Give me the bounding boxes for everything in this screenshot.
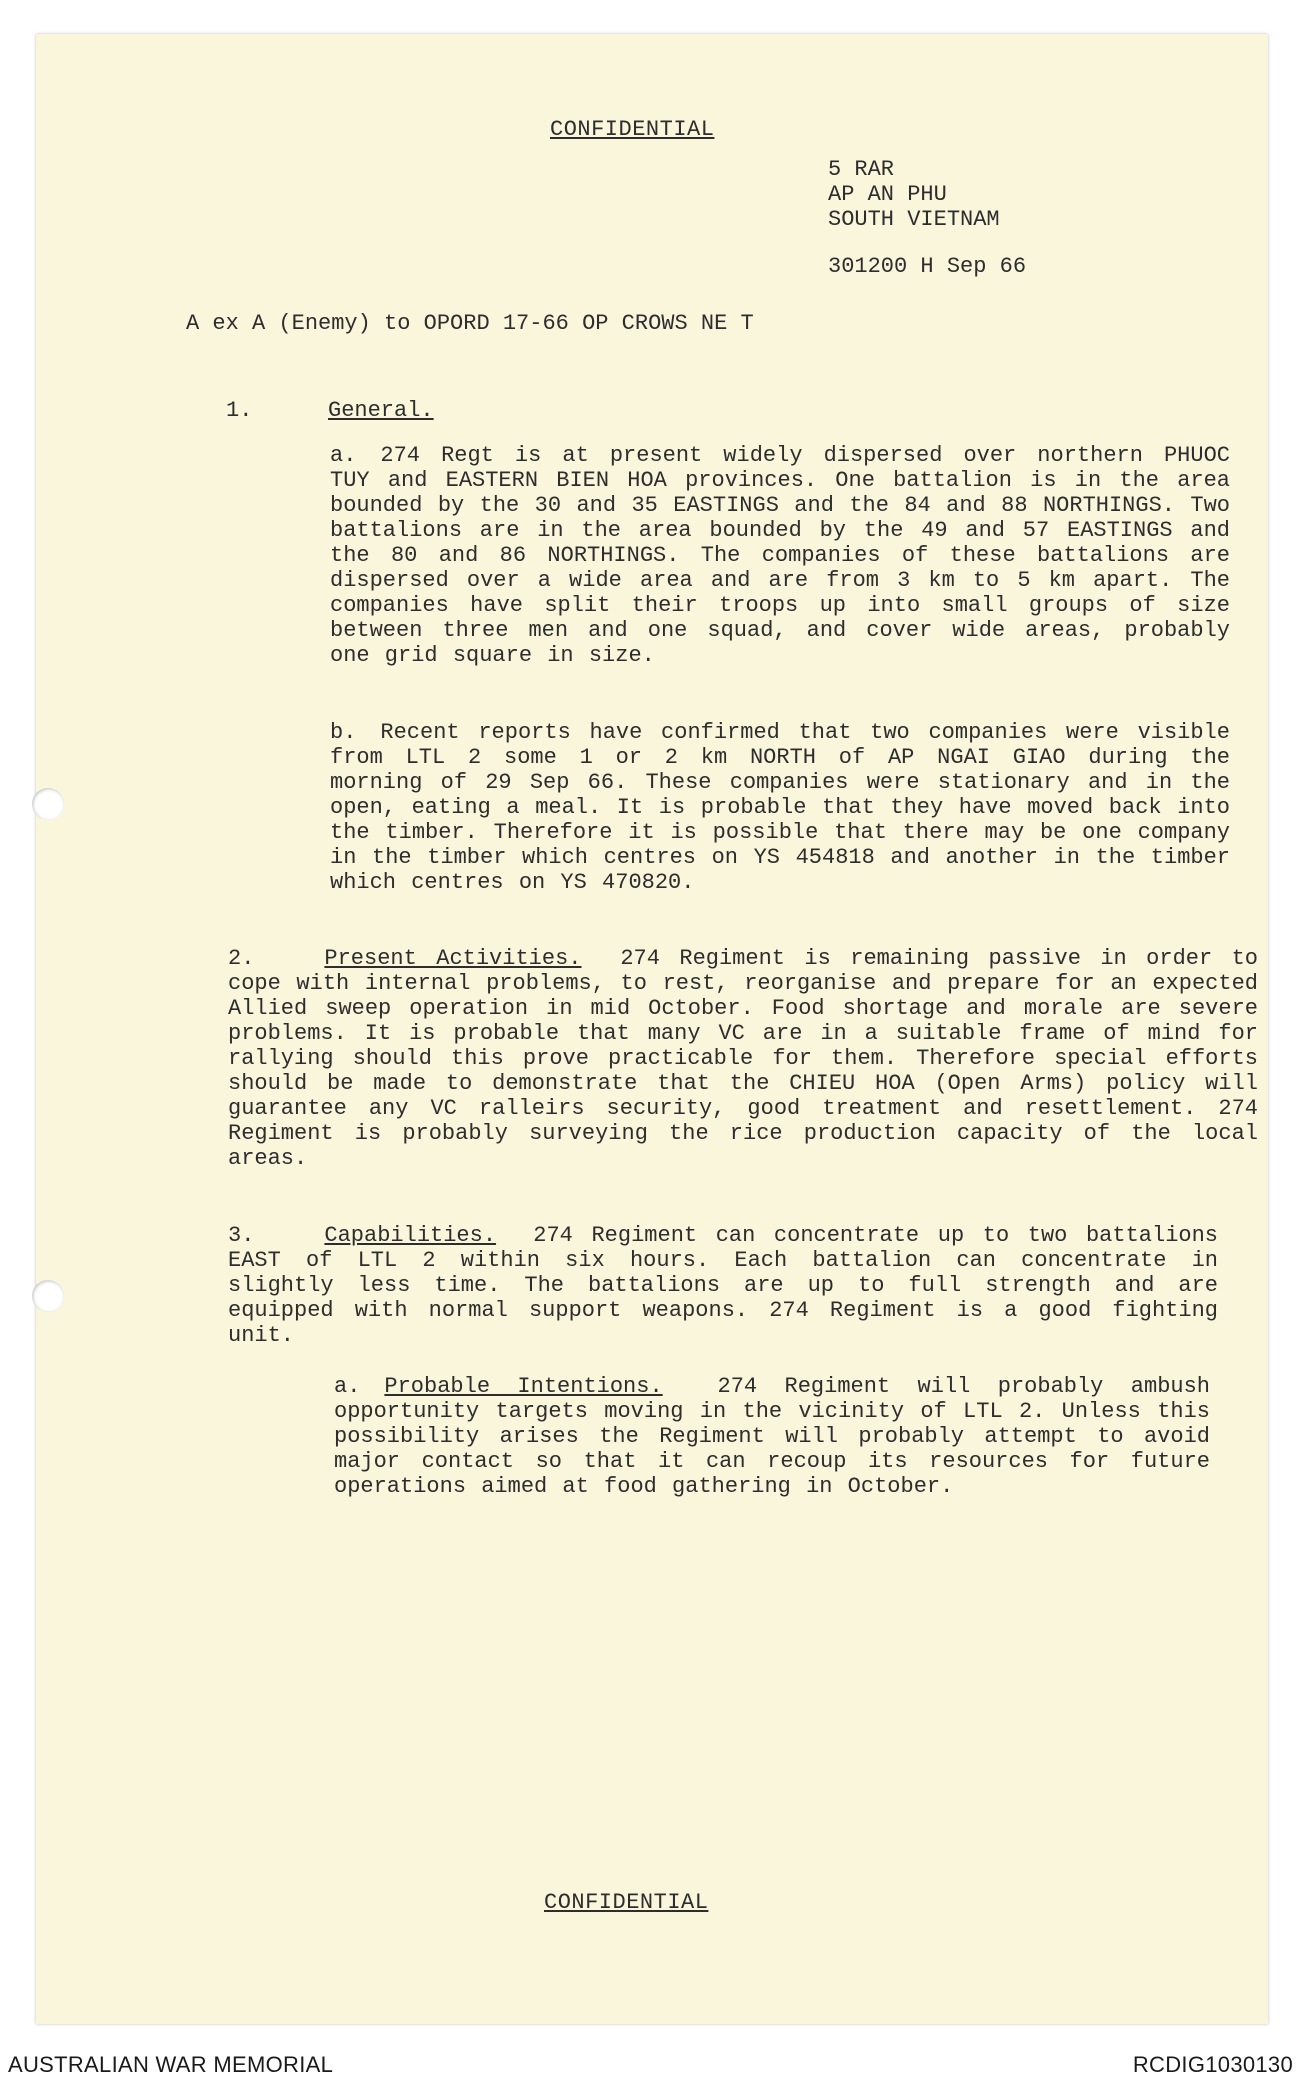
section-3a-text: 274 Regiment will probably ambush opportunity targets moving in the vicinity of LTL 2. Unless this possibility arises the Regiment will probably attempt to avoid major contact so that it can recoup its resources for future operations aimed at food gathering in October.: [334, 1374, 1211, 1499]
section-1b-text: Recent reports have confirmed that two companies were visible from LTL 2 some 1 or 2 km NORTH of AP NGAI GIAO during the morning of 29 Sep 66. These companies were stationary and in the open, eating a meal. It is probable that they have moved back into the timber. Therefore it is possible that there may be one company in the timber which centres on YS 454818 and another in the timber which centres on YS 470820.: [330, 720, 1230, 895]
section-1-heading: General.: [328, 398, 434, 423]
address-location: AP AN PHU: [828, 182, 947, 207]
classification-top: CONFIDENTIAL: [550, 117, 715, 142]
section-3a-paragraph: [334, 1374, 1210, 1499]
section-1a-text: 274 Regt is at present widely dispersed over northern PHUOC TUY and EASTERN BIEN HOA provinces. One battalion is in the area bounded by the 30 and 35 EASTINGS and the 84 and 88 NORTHINGS. Two battalions are in the area bounded by the 49 and 57 EASTINGS and the 80 and 86 NORTHINGS. The companies of these battalions are dispersed over a wide area and are from 3 km to 5 km apart. The companies have split their troops up into small groups of size between three men and one squad, and cover wide areas, probably one grid square in size.: [330, 443, 1230, 668]
section-3-heading: Capabilities.: [324, 1223, 497, 1248]
section-1-number: 1.: [226, 398, 253, 423]
footer-record-id: RCDIG1030130: [1132, 2052, 1293, 2077]
section-2-text: 274 Regiment is remaining passive in order to cope with internal problems, to rest, reorganise and prepare for an expected Allied sweep operation in mid October. Food shortage and morale are severe problems. It is probable that many VC are in a suitable frame of mind for rallying should this prove practicable for them. Therefore special efforts should be made to demonstrate that the CHIEU HOA (Open Arms) policy will guarantee any VC ralleirs security, good treatment and resettlement. 274 Regiment is probably surveying the rice production capacity of the local areas.: [228, 946, 1259, 1171]
section-3-number: 3.: [228, 1223, 255, 1248]
section-2-heading: Present Activities.: [324, 946, 582, 971]
section-1a-paragraph: [330, 443, 1230, 668]
address-country: SOUTH VIETNAM: [828, 207, 1000, 232]
section-3-text: 274 Regiment can concentrate up to two battalions EAST of LTL 2 within six hours. Each battalion can concentrate in slightly less time. The battalions are up to full strength and are equipped with normal support weapons. 274 Regiment is a good fighting unit.: [228, 1223, 1219, 1348]
address-block: [828, 157, 1000, 232]
section-2-paragraph: [228, 946, 1258, 1171]
address-unit: 5 RAR: [828, 157, 895, 182]
document-title: A ex A (Enemy) to OPORD 17-66 OP CROWS NE T: [186, 311, 754, 336]
punch-hole: [32, 1280, 64, 1312]
classification-bottom: CONFIDENTIAL: [544, 1890, 709, 1915]
section-2-number: 2.: [228, 946, 255, 971]
section-1b-label: b.: [330, 720, 357, 745]
punch-hole: [32, 788, 64, 820]
section-1a-label: a.: [330, 443, 357, 468]
section-3a-heading: Probable Intentions.: [384, 1374, 663, 1399]
section-1b-paragraph: [330, 720, 1230, 895]
footer-archive-name: AUSTRALIAN WAR MEMORIAL: [8, 2052, 334, 2077]
date-time-group: 301200 H Sep 66: [828, 254, 1027, 279]
section-3-paragraph: [228, 1223, 1218, 1348]
section-3a-label: a.: [334, 1374, 361, 1399]
